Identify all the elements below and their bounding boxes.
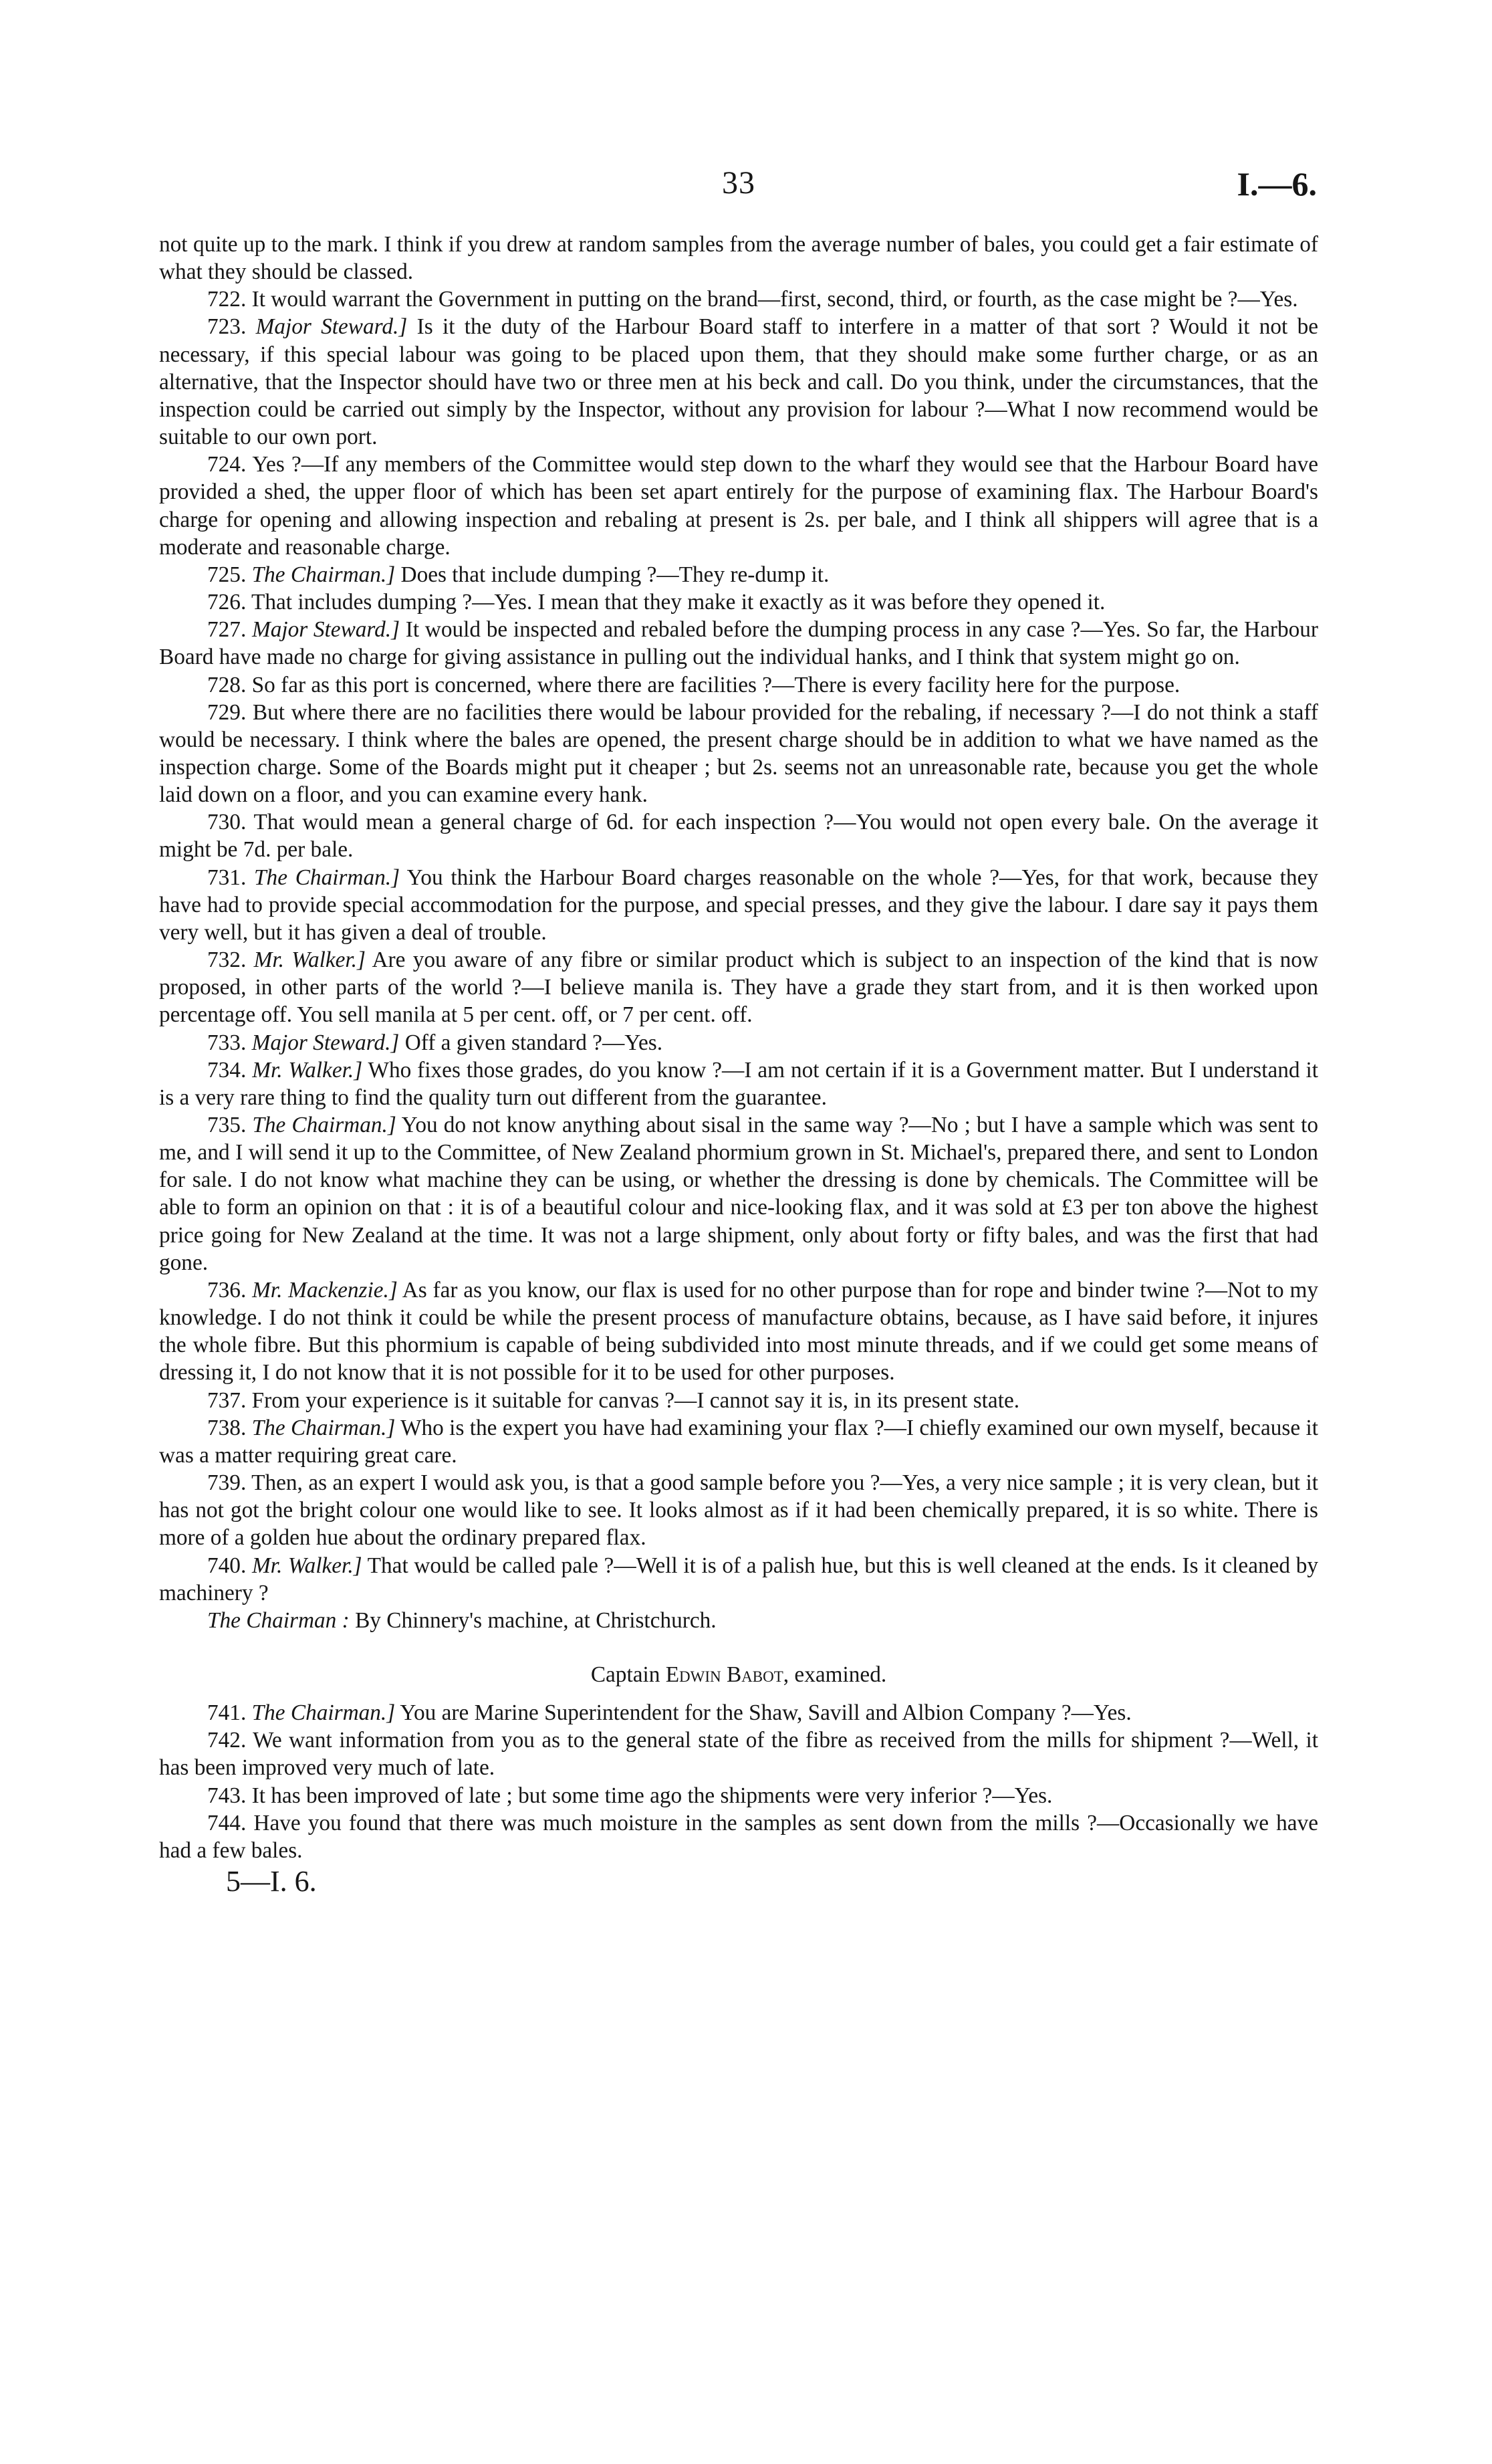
paragraph-text: We want information from you as to the general state of the fibre as received from the mills for shipment ?—Well, it has been improved very much of late. [159,1728,1318,1781]
question-number: 741. [207,1700,247,1726]
question-735 [159,1111,1318,1276]
paragraph-text: By Chinnery's machine, at Christchurch. [355,1607,717,1633]
question-733 [159,1029,1318,1056]
question-730 [159,808,1318,863]
speaker-label: The Chairman.] [252,1113,396,1137]
question-727 [159,616,1318,671]
question-number: 730. [207,810,247,835]
paragraph-text: It has been improved of late ; but some time ago the shipments were very inferior ?—Yes. [251,1783,1053,1808]
question-number: 722. [207,287,247,312]
question-number: 733. [207,1030,247,1055]
question-726 [159,588,1318,616]
chairman-note [159,1607,1318,1634]
question-number: 724. [207,452,247,477]
paragraph-text: not quite up to the mark. I think if you drew at random samples from the average number of bales, you could get a fair estimate of what they should be classed. [159,232,1318,285]
question-number: 734. [207,1057,247,1083]
question-number: 728. [207,672,247,697]
question-number: 742. [207,1728,247,1753]
paragraph-text: Have you found that there was much moisture in the samples as sent down from the mills ?—Occasionally we have had a few bales. [159,1810,1319,1863]
paragraph-text: As far as you know, our flax is used for no other purpose than for rope and binder twine ?—Not to my knowledge. I do not think it could be while the present process of manufacture obtains, because, as I have said before, it injures the whole fibre. But this phormium is capable of being subdivided into most minute threads, and if we could get some means of dressing it, I do not know that it is not possible for it to be used for other purposes. [159,1277,1318,1385]
question-734 [159,1056,1318,1111]
speaker-label: The Chairman.] [251,1700,396,1726]
question-737 [159,1387,1318,1414]
question-number: 735. [207,1113,247,1137]
question-number: 729. [207,699,247,725]
question-722 [159,286,1318,313]
question-740 [159,1552,1318,1607]
question-743 [159,1782,1318,1809]
paragraph-text: Are you aware of any fibre or similar product which is subject to an inspection of the kind that is now proposed, in other parts of the world ?—I believe manila is. They have a grade they start from, and it is then worked upon percentage off. You sell manila at 5 per cent. off, or 7 per cent. off. [159,947,1318,1028]
paragraph-text: Who is the expert you have had examining your flax ?—I chiefly examined our own myself, because it was a matter requiring great care. [159,1415,1318,1468]
question-723 [159,313,1318,451]
speaker-label: Major Steward.] [251,617,400,643]
witness-suffix: , examined. [783,1662,887,1687]
speaker-label: The Chairman : [207,1607,350,1633]
question-731 [159,864,1318,946]
paragraph-text: But where there are no facilities there would be labour provided for the rebaling, if necessary ?—I do not think a staff would be necessary. I think where the bales are opened, the present charge should be in addition to what we have named as the inspection charge. Some of the Boards might put it cheaper ; but 2s. seems not an unreasonable rate, because you get the whole laid down on a floor, and you can examine every hank. [159,699,1318,808]
paragraph-text: You are Marine Superintendent for the Shaw, Savill and Albion Company ?—Yes. [400,1700,1132,1726]
speaker-label: Mr. Mackenzie.] [252,1277,398,1303]
question-number: 737. [207,1387,247,1413]
paragraph-text: Does that include dumping ?—They re-dump it. [400,562,830,587]
speaker-label: The Chairman.] [251,562,396,587]
speaker-label: The Chairman.] [254,865,400,890]
question-742 [159,1726,1318,1781]
witness-heading [159,1661,1318,1688]
speaker-label: Major Steward.] [251,1030,400,1055]
paragraph-text: Then, as an expert I would ask you, is that a good sample before you ?—Yes, a very nice sample ; it is very clean, but it has not got the bright colour one would like to see. It looks almost as if it had been chemically prepared, it is so white. There is more of a golden hue about the ordinary prepared flax. [159,1470,1318,1551]
question-744 [159,1809,1318,1864]
question-number: 726. [207,590,247,615]
speaker-label: Major Steward.] [255,314,408,340]
signature-mark: 5—I. 6. [226,1865,317,1898]
question-729 [159,699,1318,809]
paragraph-text: That would be called pale ?—Well it is of a palish hue, but this is well cleaned at the ends. Is it cleaned by machinery ? [159,1553,1318,1605]
paragraph-text: Off a given standard ?—Yes. [404,1030,663,1055]
question-number: 743. [207,1783,247,1808]
witness-name: Edwin Babot [665,1662,783,1687]
continued-paragraph [159,231,1318,286]
question-number: 723. [207,314,247,340]
paragraph-text: Who fixes those grades, do you know ?—I am not certain if it is a Government matter. But I understand it is a very rare thing to find the quality turn out different from the guarantee. [159,1057,1318,1110]
question-736 [159,1276,1318,1387]
page-body [159,231,1318,1898]
question-number: 725. [207,562,247,587]
paragraph-text: It would be inspected and rebaled before the dumping process in any case ?—Yes. So far, the Harbour Board have made no charge for giving assistance in pulling out the individual hanks, and I think that system might go on. [159,617,1319,670]
witness-prefix: Captain [590,1662,666,1687]
paragraph-text: That would mean a general charge of 6d. for each inspection ?—You would not open every bale. On the average it might be 7d. per bale. [159,810,1318,863]
paragraph-text: You do not know anything about sisal in the same way ?—No ; but I have a sample which was sent to me, and I will send it up to the Committee, of New Zealand phormium grown in St. Michael's, prepared there, and sent to London for sale. I do not know what machine they can be using, or whether the dressing is done by chemicals. The Committee will be able to form an opinion on that : it is of a beautiful colour and nice-looking flax, and it was sold at £3 per ton above the highest price going for New Zealand at the time. It was not a large shipment, only about forty or fifty bales, and was the first that had gone. [159,1113,1319,1275]
speaker-label: Mr. Walker.] [251,1553,362,1578]
question-number: 738. [207,1415,247,1440]
speaker-label: The Chairman.] [251,1415,396,1440]
question-number: 727. [207,617,247,643]
question-number: 739. [207,1470,247,1496]
question-732 [159,946,1318,1028]
page-number: 33 [722,165,755,201]
question-738 [159,1414,1318,1469]
question-724 [159,451,1318,561]
paragraph-text: From your experience is it suitable for canvas ?—I cannot say it is, in its present state. [251,1387,1020,1413]
question-number: 731. [207,865,247,890]
question-number: 732. [207,947,247,973]
document-reference: I.—6. [1237,165,1317,203]
question-728 [159,671,1318,699]
paragraph-text: You think the Harbour Board charges reasonable on the whole ?—Yes, for that work, because they have had to provide special accommodation for the purpose, and special presses, and they give the labour. I dare say it pays them very well, but it has given a deal of trouble. [159,865,1319,945]
question-739 [159,1469,1318,1551]
question-741 [159,1699,1318,1726]
paragraph-text: Is it the duty of the Harbour Board staff to interfere in a matter of that sort ? Would it not be necessary, if this special labour was going to be placed upon them, that they should make some further charge, or as an alternative, that the Inspector should have two or three men at his beck and call. Do you think, under the circumstances, that the inspection could be carried out simply by the Inspector, without any provision for labour ?—What I now recommend would be suitable to our own port. [159,314,1319,450]
question-number: 736. [207,1277,247,1303]
question-number: 740. [207,1553,247,1578]
paragraph-text: Yes ?—If any members of the Committee would step down to the wharf they would see that the Harbour Board have provided a shed, the upper floor of which has been set apart entirely for the purpose of examining flax. The Harbour Board's charge for opening and allowing inspection and rebaling at present is 2s. per bale, and I think all shippers will agree that is a moderate and reasonable charge. [159,452,1318,560]
paragraph-text: That includes dumping ?—Yes. I mean that they make it exactly as it was before they opened it. [251,590,1106,615]
question-725 [159,561,1318,588]
question-number: 744. [207,1810,247,1835]
speaker-label: Mr. Walker.] [252,1057,363,1083]
paragraph-text: It would warrant the Government in putting on the brand—first, second, third, or fourth, as the case might be ?—Yes. [251,287,1298,312]
paragraph-text: So far as this port is concerned, where there are facilities ?—There is every facility here for the purpose. [251,672,1180,697]
speaker-label: Mr. Walker.] [253,947,366,973]
